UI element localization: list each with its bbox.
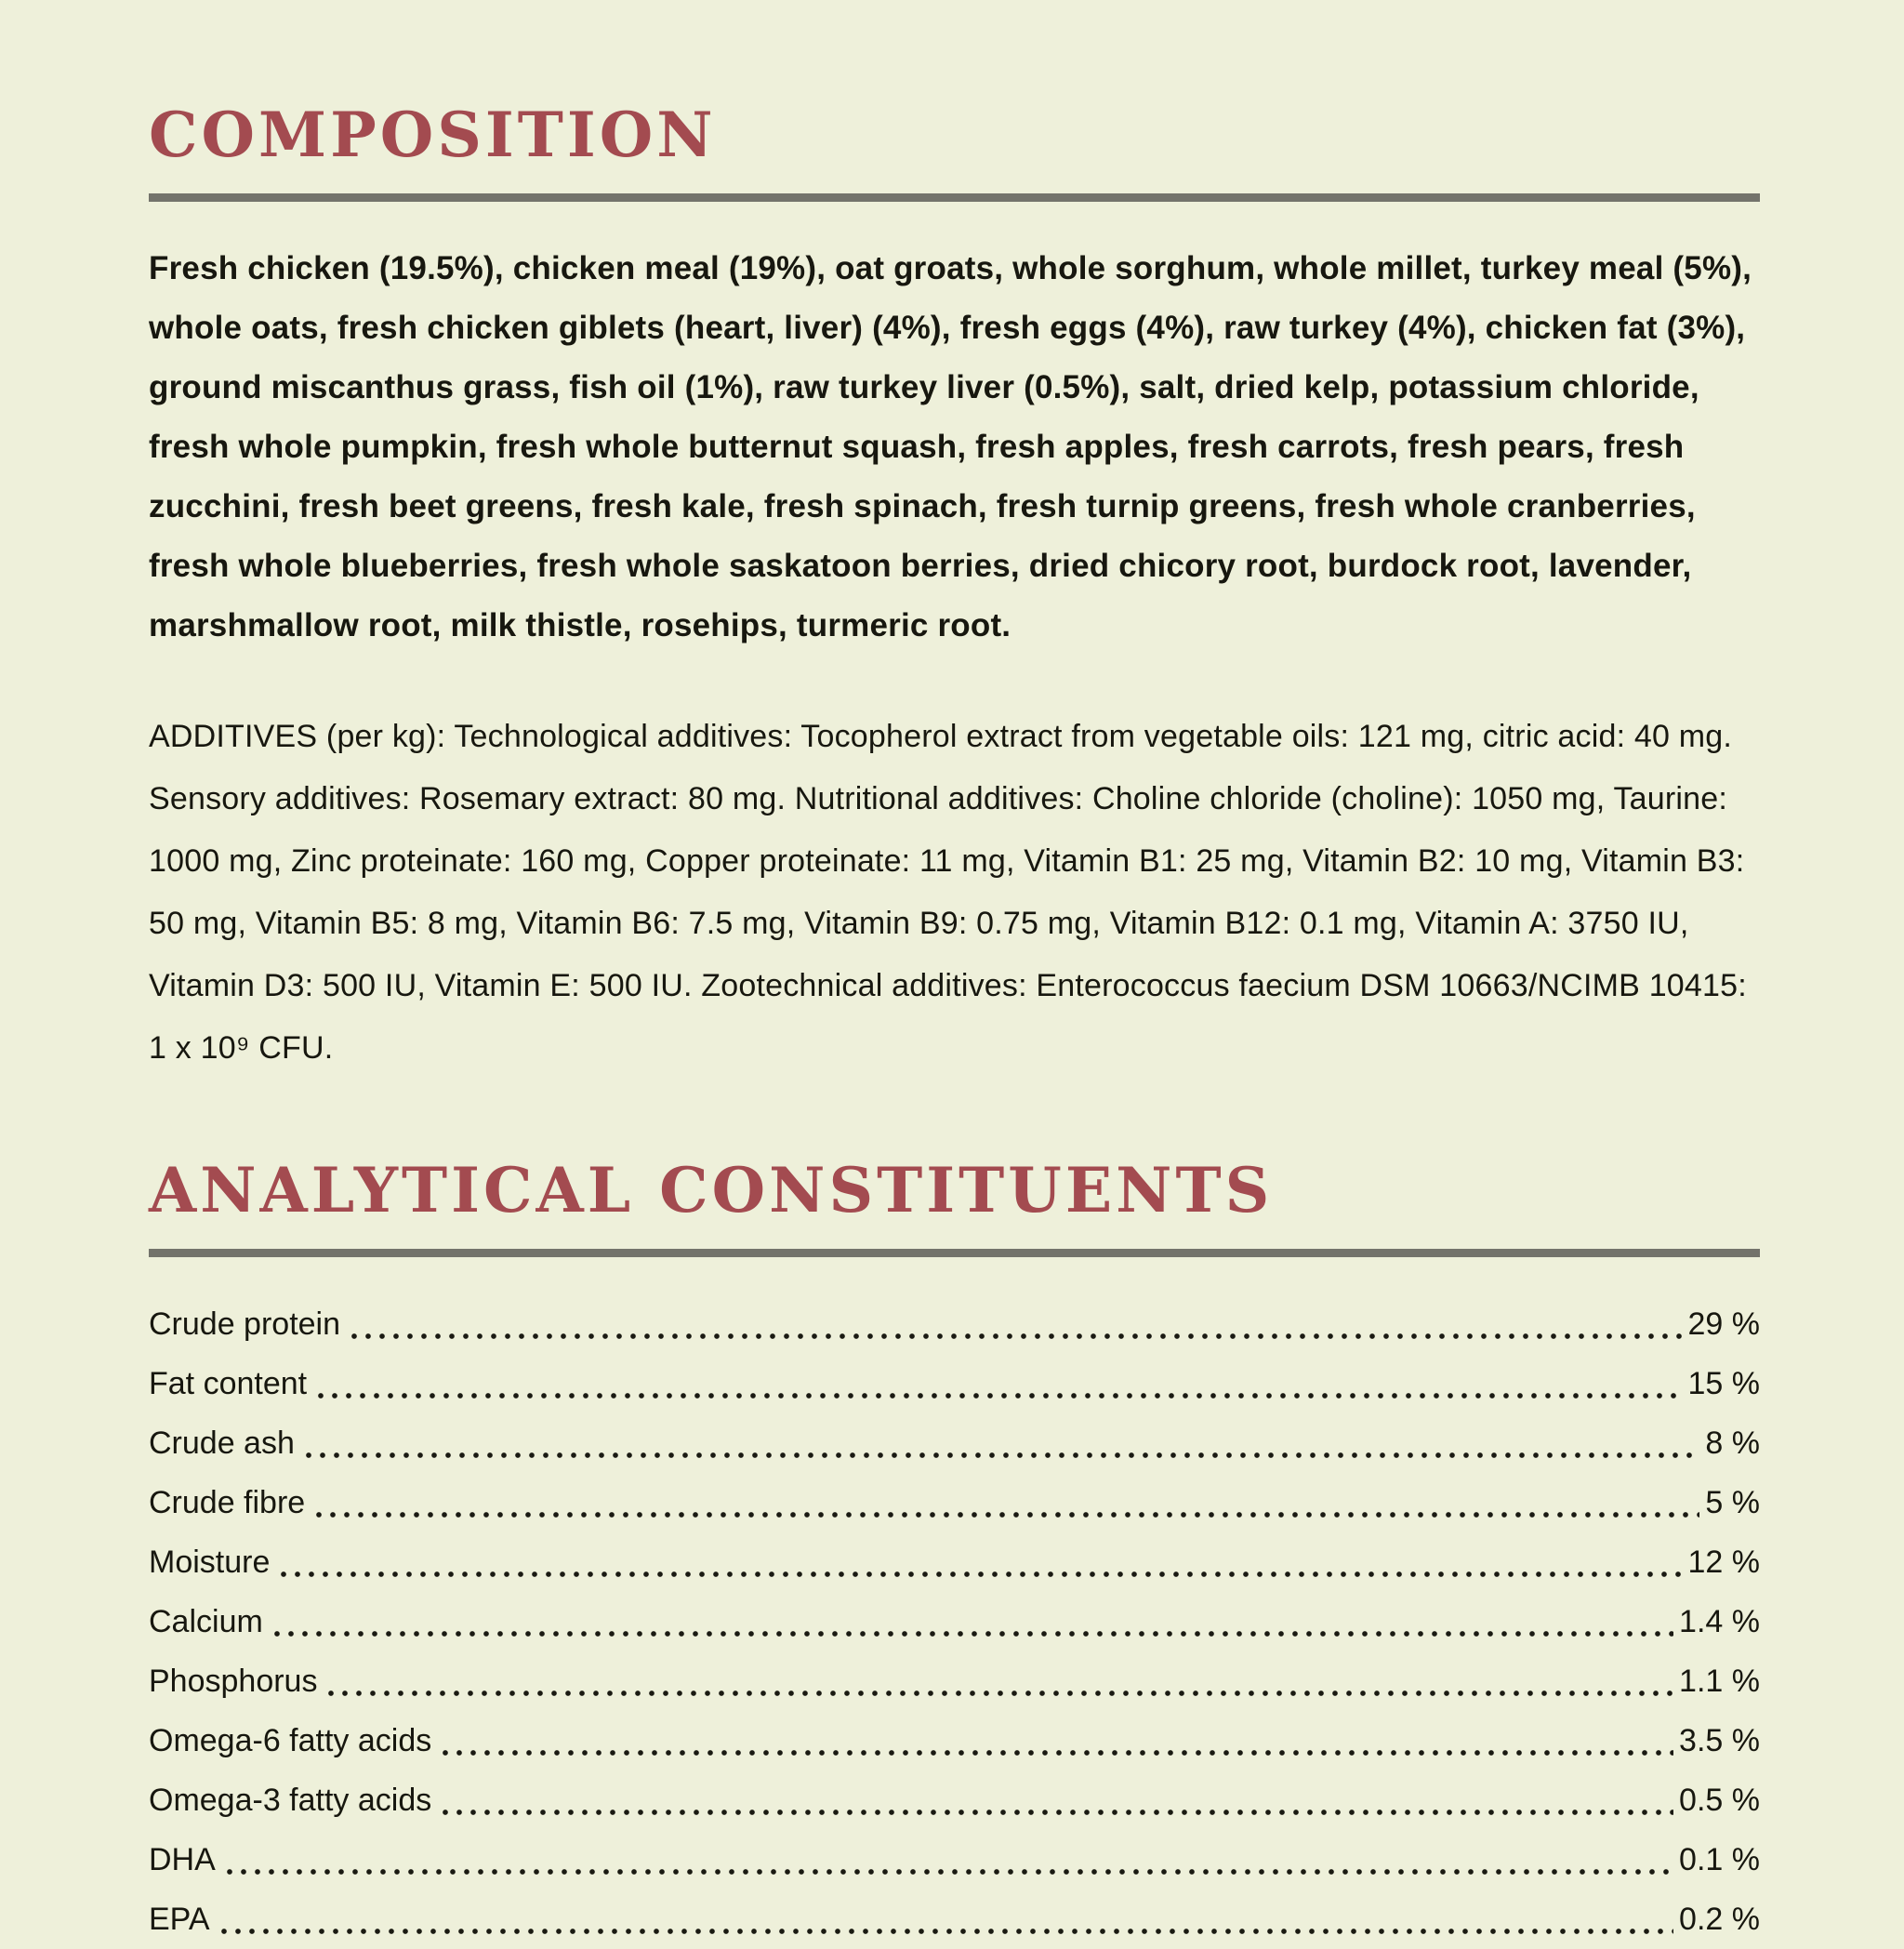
constituent-value: 8 % <box>1705 1425 1760 1461</box>
table-row <box>149 1889 1760 1949</box>
constituent-value: 12 % <box>1687 1545 1760 1580</box>
constituent-label: Crude ash <box>149 1425 295 1461</box>
constituent-label: Omega-3 fatty acids <box>149 1783 432 1818</box>
additives-paragraph: ADDITIVES (per kg): Technological additives: Tocopherol extract from vegetable oils: 121 mg, citric acid: 40 mg. Sensory additives: Rosemary extract: 80 mg. Nutritional additives: Choline chloride (choline): 1050 mg, Taurine: 1000 mg, Zinc proteinate: 160 mg, Copper proteinate: 11 mg, Vitamin B1: 25 mg, Vitamin B2: 10 mg, Vitamin B3: 50 mg, Vitamin B5: 8 mg, Vitamin B6: 7.5 mg, Vitamin B9: 0.75 mg, Vitamin B12: 0.1 mg, Vitamin A: 3750 IU, Vitamin D3: 500 IU, Vitamin E: 500 IU. Zootechnical additives: Enterococcus faecium DSM 10663/NCIMB 10415: 1 x 10⁹ CFU. <box>149 719 1747 1066</box>
constituent-value: 29 % <box>1687 1306 1760 1342</box>
constituent-label: Crude protein <box>149 1306 341 1342</box>
table-row <box>149 1532 1760 1592</box>
constituent-value: 0.5 % <box>1679 1783 1760 1818</box>
constituent-label: Moisture <box>149 1545 271 1580</box>
section-divider <box>149 1249 1760 1257</box>
constituent-label: Crude fibre <box>149 1485 306 1520</box>
analytical-section <box>149 1154 1760 1949</box>
constituent-value: 0.2 % <box>1679 1902 1760 1937</box>
dot-leader <box>304 1413 1702 1473</box>
constituent-value: 0.1 % <box>1679 1842 1760 1877</box>
constituent-value: 5 % <box>1705 1485 1760 1520</box>
table-row <box>149 1770 1760 1830</box>
dot-leader <box>272 1592 1675 1651</box>
dot-leader <box>219 1889 1676 1949</box>
dot-leader <box>279 1532 1684 1592</box>
ingredients-paragraph: Fresh chicken (19.5%), chicken meal (19%), oat groats, whole sorghum, whole millet, turkey meal (5%), whole oats, fresh chicken giblets (heart, liver) (4%), fresh eggs (4%), raw turkey (4%), chicken fat (3%), ground miscanthus grass, fish oil (1%), raw turkey liver (0.5%), salt, dried kelp, potassium chloride, fresh whole pumpkin, fresh whole butternut squash, fresh apples, fresh carrots, fresh pears, fresh zucchini, fresh beet greens, fresh kale, fresh spinach, fresh turnip greens, fresh whole cranberries, fresh whole blueberries, fresh whole saskatoon berries, dried chicory root, burdock root, lavender, marshmallow root, milk thistle, rosehips, turmeric root. <box>149 250 1752 643</box>
constituent-value: 1.4 % <box>1679 1604 1760 1639</box>
dot-leader <box>441 1711 1675 1770</box>
dot-leader <box>441 1770 1675 1830</box>
constituent-label: Fat content <box>149 1366 308 1401</box>
analytical-title: ANALYTICAL CONSTITUENTS <box>149 1154 1274 1226</box>
constituent-label: DHA <box>149 1842 216 1877</box>
constituent-value: 15 % <box>1687 1366 1760 1401</box>
constituent-label: EPA <box>149 1902 210 1937</box>
constituent-value: 1.1 % <box>1679 1664 1760 1699</box>
constituent-label: Omega-6 fatty acids <box>149 1723 432 1758</box>
composition-title: COMPOSITION <box>149 99 717 171</box>
table-row <box>149 1294 1760 1354</box>
table-row <box>149 1592 1760 1651</box>
dot-leader <box>350 1294 1684 1354</box>
dot-leader <box>225 1830 1675 1889</box>
constituent-value: 3.5 % <box>1679 1723 1760 1758</box>
constituent-label: Phosphorus <box>149 1664 318 1699</box>
dot-leader <box>326 1651 1675 1711</box>
dot-leader <box>314 1473 1701 1532</box>
table-row <box>149 1651 1760 1711</box>
constituents-table <box>149 1294 1760 1949</box>
table-row <box>149 1413 1760 1473</box>
constituent-label: Calcium <box>149 1604 263 1639</box>
table-row <box>149 1830 1760 1889</box>
dot-leader <box>316 1354 1684 1413</box>
section-divider <box>149 193 1760 202</box>
composition-section <box>149 99 1760 1080</box>
table-row <box>149 1354 1760 1413</box>
table-row <box>149 1711 1760 1770</box>
table-row <box>149 1473 1760 1532</box>
